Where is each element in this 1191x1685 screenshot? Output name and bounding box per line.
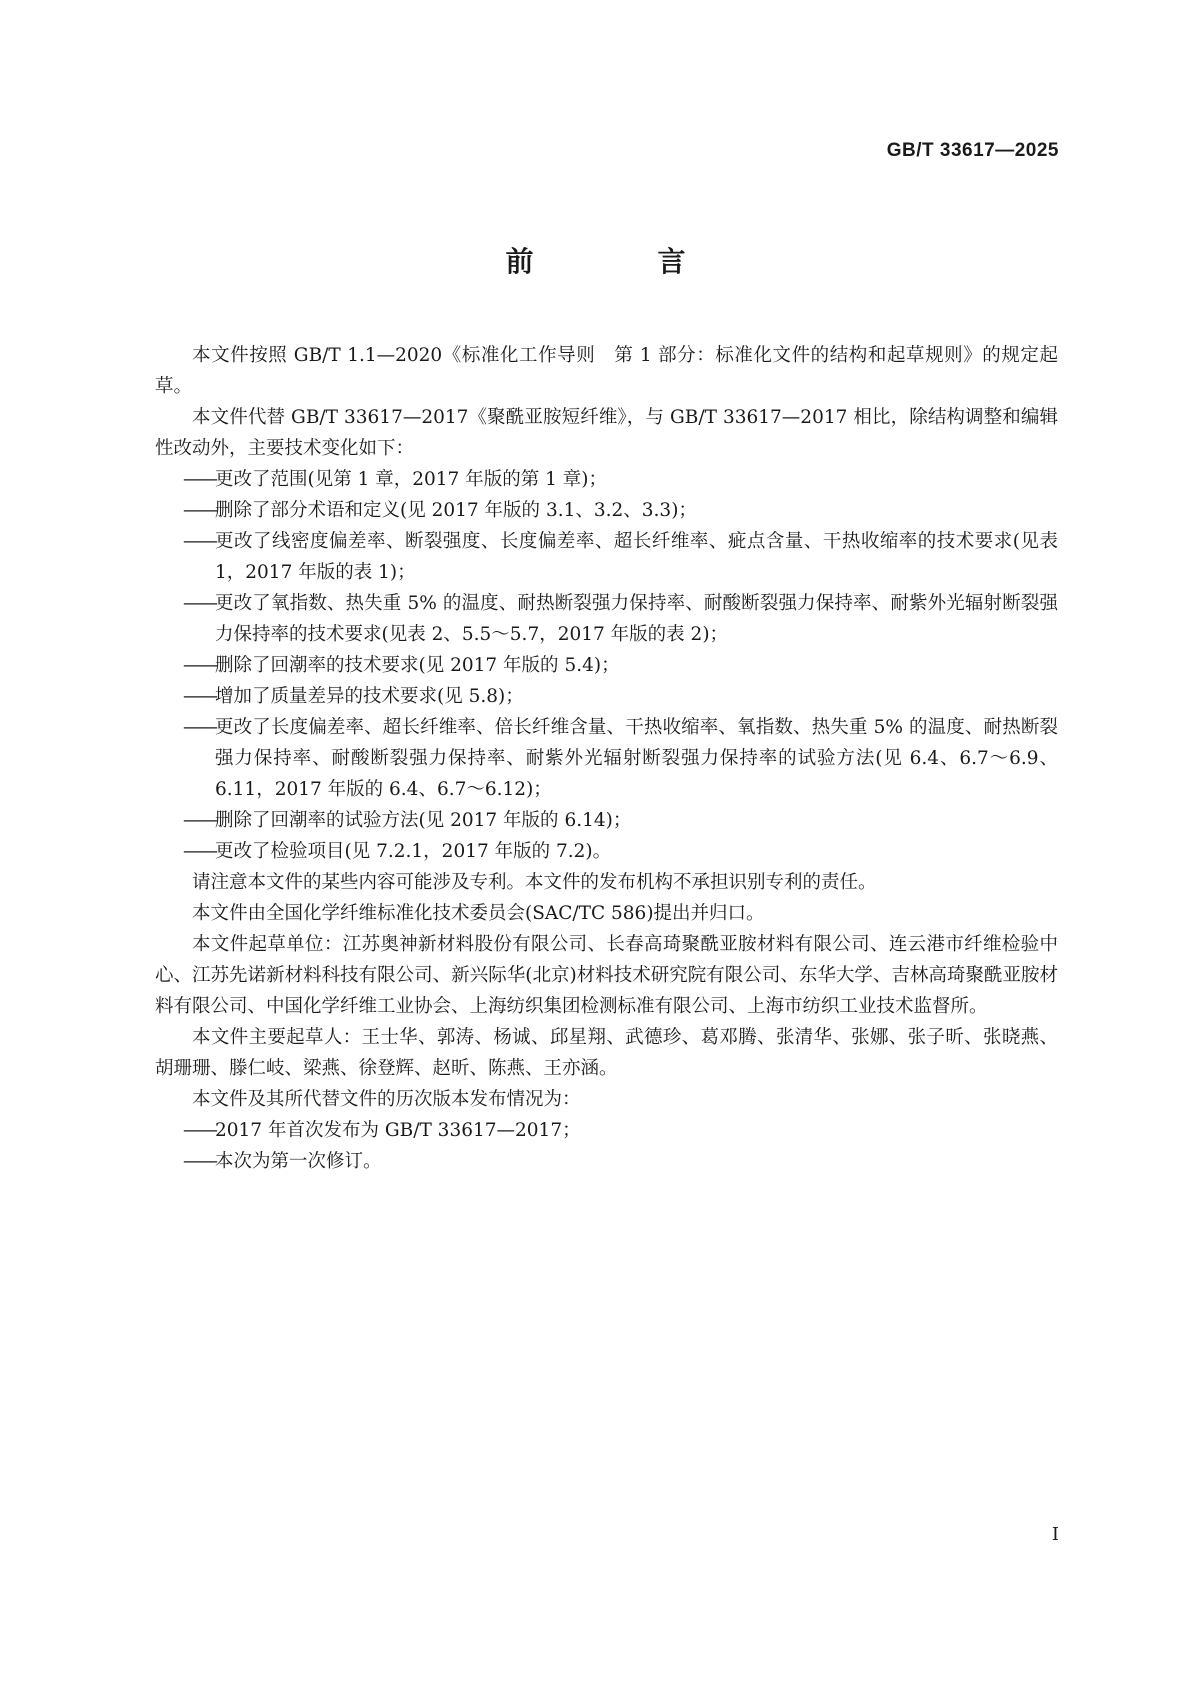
list-item [155,1146,1058,1177]
list-item-text: 更改了检验项目(见 7.2.1，2017 年版的 7.2)。 [215,841,612,862]
list-item-text: 本次为第一次修订。 [215,1151,382,1172]
paragraph: 请注意本文件的某些内容可能涉及专利。本文件的发布机构不承担识别专利的责任。 [192,872,877,893]
dash-marker: —— [183,1151,216,1172]
list-item [155,836,1058,867]
list-item-text: 增加了质量差异的技术要求(见 5.8)； [215,686,524,707]
dash-marker: —— [183,655,216,676]
paragraph: 本文件按照 GB/T 1.1—2020《标准化工作导则 第 1 部分：标准化文件的结构和起草规则》的规定起草。 [155,345,1058,397]
list-item [155,1115,1058,1146]
dash-marker: —— [183,469,216,490]
dash-marker: —— [183,593,216,614]
list-item-text: 删除了部分术语和定义(见 2017 年版的 3.1、3.2、3.3)； [215,500,697,521]
paragraph: 本文件代替 GB/T 33617—2017《聚酰亚胺短纤维》，与 GB/T 33617—2017 相比，除结构调整和编辑性改动外，主要技术变化如下： [155,407,1058,459]
dash-marker: —— [183,1120,216,1141]
paragraph: 本文件起草单位：江苏奥神新材料股份有限公司、长春高琦聚酰亚胺材料有限公司、连云港市纤维检验中心、江苏先诺新材料科技有限公司、新兴际华(北京)材料技术研究院有限公司、东华大学、吉林高琦聚酰亚胺材料有限公司、中国化学纤维工业协会、上海纺织集团检测标准有限公司、上海市纺织工业技术监督所。 [155,934,1058,1017]
page-title: 前 言 [505,245,734,278]
list-item-text: 删除了回潮率的试验方法(见 2017 年版的 6.14)； [215,810,632,831]
list-item [155,712,1058,805]
page-number: I [1051,1524,1059,1545]
list-item-text: 2017 年首次发布为 GB/T 33617—2017； [215,1120,581,1141]
list-item [155,526,1058,588]
list-item [155,805,1058,836]
foreword-body [155,340,1058,1177]
dash-marker: —— [183,500,216,521]
standard-code: GB/T 33617—2025 [886,140,1059,161]
dash-marker: —— [183,686,216,707]
list-item-text: 更改了线密度偏差率、断裂强度、长度偏差率、超长纤维率、疵点含量、干热收缩率的技术要求(见表 1，2017 年版的表 1)； [215,531,1058,583]
list-item-text: 更改了氧指数、热失重 5% 的温度、耐热断裂强力保持率、耐酸断裂强力保持率、耐紫外光辐射断裂强力保持率的技术要求(见表 2、5.5～5.7，2017 年版的表 2)； [215,593,1058,645]
list-item-text: 更改了长度偏差率、超长纤维率、倍长纤维含量、干热收缩率、氧指数、热失重 5% 的温度、耐热断裂强力保持率、耐酸断裂强力保持率、耐紫外光辐射断裂强力保持率的试验方法(见 6.4、6.7～6.9、6.11，2017 年版的 6.4、6.7～6.12)； [215,717,1058,800]
list-item [155,464,1058,495]
dash-marker: —— [183,841,216,862]
paragraph: 本文件及其所代替文件的历次版本发布情况为： [192,1089,581,1110]
list-item [155,588,1058,650]
list-item [155,681,1058,712]
paragraph: 本文件主要起草人：王士华、郭涛、杨诚、邱星翔、武德珍、葛邓腾、张清华、张娜、张子昕、张晓燕、胡珊珊、滕仁岐、梁燕、徐登辉、赵昕、陈燕、王亦涵。 [155,1027,1058,1079]
list-item [155,495,1058,526]
paragraph: 本文件由全国化学纤维标准化技术委员会(SAC/TC 586)提出并归口。 [192,903,765,924]
dash-marker: —— [183,531,216,552]
list-item-text: 删除了回潮率的技术要求(见 2017 年版的 5.4)； [215,655,620,676]
list-item-text: 更改了范围(见第 1 章，2017 年版的第 1 章)； [215,469,607,490]
dash-marker: —— [183,717,216,738]
dash-marker: —— [183,810,216,831]
list-item [155,650,1058,681]
